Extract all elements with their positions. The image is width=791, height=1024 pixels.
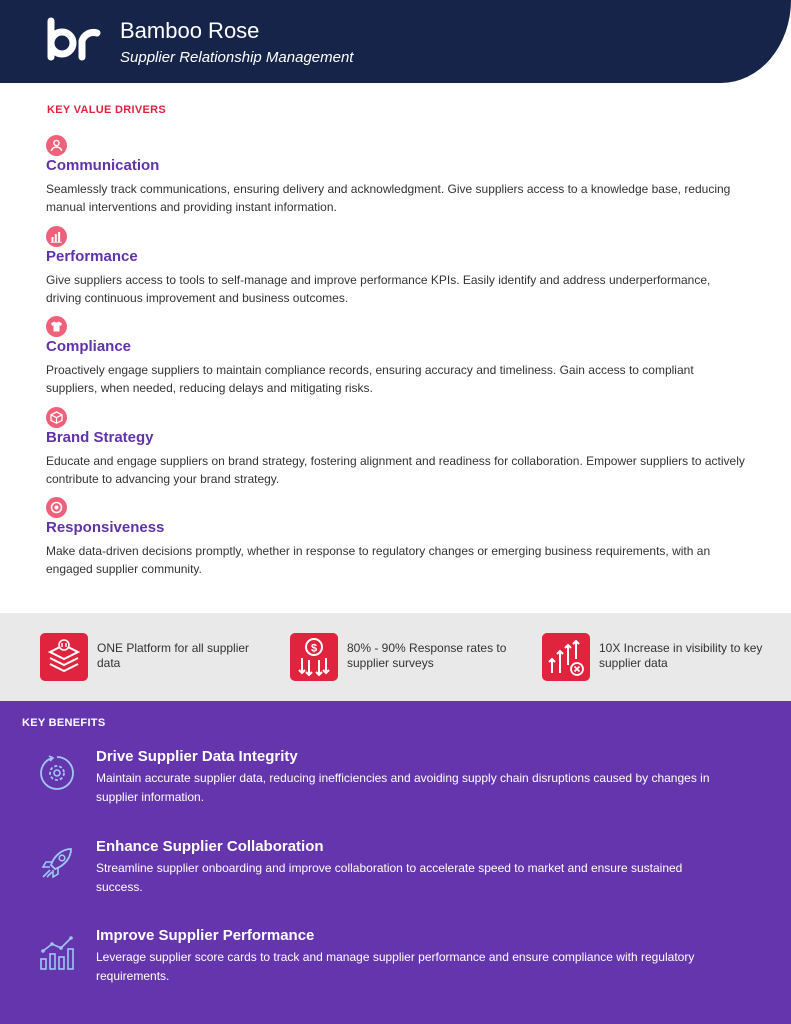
benefit-title: Enhance Supplier Collaboration — [96, 838, 324, 855]
driver-communication — [46, 135, 746, 216]
benefit-description: Maintain accurate supplier data, reducing inefficiencies and avoiding supply chain disruptions caused by changes in supplier information. — [96, 771, 710, 804]
driver-title: Brand Strategy — [46, 429, 154, 446]
benefit-title: Improve Supplier Performance — [96, 927, 315, 944]
gear-cycle-icon — [38, 754, 76, 792]
driver-title: Performance — [46, 248, 138, 265]
driver-title: Compliance — [46, 338, 132, 355]
stat-text: ONE Platform for all supplier data — [97, 641, 250, 670]
box-icon — [46, 407, 67, 428]
driver-description: Educate and engage suppliers on brand strategy, fostering alignment and readiness for collaboration. Empower suppliers to actively contribute to advancing your brand strategy. — [46, 454, 745, 486]
driver-compliance — [46, 316, 746, 397]
stats-band — [0, 613, 791, 701]
dollar-arrows-icon — [290, 633, 338, 681]
benefit-description: Leverage supplier score cards to track and manage supplier performance and ensure compliance with regulatory requirements. — [96, 950, 695, 983]
driver-description: Seamlessly track communications, ensuring delivery and acknowledgment. Give suppliers access to a knowledge base, reducing manual interventions and providing instant information. — [46, 182, 731, 214]
layers-stack-icon — [40, 633, 88, 681]
benefits-section — [0, 701, 791, 1024]
rocket-icon — [38, 844, 76, 882]
page-header — [0, 0, 791, 83]
stat-text: 10X Increase in visibility to key supplier data — [599, 641, 763, 670]
stat-text: 80% - 90% Response rates to supplier surveys — [347, 641, 507, 670]
benefits-heading: KEY BENEFITS — [22, 717, 106, 729]
driver-title: Responsiveness — [46, 519, 165, 536]
driver-title: Communication — [46, 157, 160, 174]
bar-chart-icon — [46, 226, 67, 247]
driver-responsiveness — [46, 497, 746, 578]
shirt-icon — [46, 316, 67, 337]
growth-arrows-icon — [542, 633, 590, 681]
benefit-description: Streamline supplier onboarding and improve collaboration to accelerate speed to market and ensure sustained success. — [96, 861, 683, 894]
target-icon — [46, 497, 67, 518]
value-drivers-heading: KEY VALUE DRIVERS — [47, 104, 166, 116]
driver-description: Make data-driven decisions promptly, whether in response to regulatory changes or emerging business requirements, with an engaged supplier community. — [46, 544, 711, 576]
driver-brand-strategy — [46, 407, 746, 488]
brand-name: Bamboo Rose — [120, 18, 260, 43]
growth-chart-icon — [38, 933, 76, 971]
benefit-title: Drive Supplier Data Integrity — [96, 748, 298, 765]
svg-text:$: $ — [310, 642, 318, 655]
br-logo — [45, 17, 101, 63]
page-subtitle: Supplier Relationship Management — [120, 49, 354, 66]
person-icon — [46, 135, 67, 156]
driver-description: Proactively engage suppliers to maintain compliance records, ensuring accuracy and timeliness. Gain access to compliant suppliers, when needed, reducing delays and mitigating risks. — [46, 363, 694, 395]
driver-performance — [46, 226, 746, 307]
driver-description: Give suppliers access to tools to self-manage and improve performance KPIs. Easily identify and address underperformance, driving continuous improvement and business outcomes. — [46, 273, 711, 305]
